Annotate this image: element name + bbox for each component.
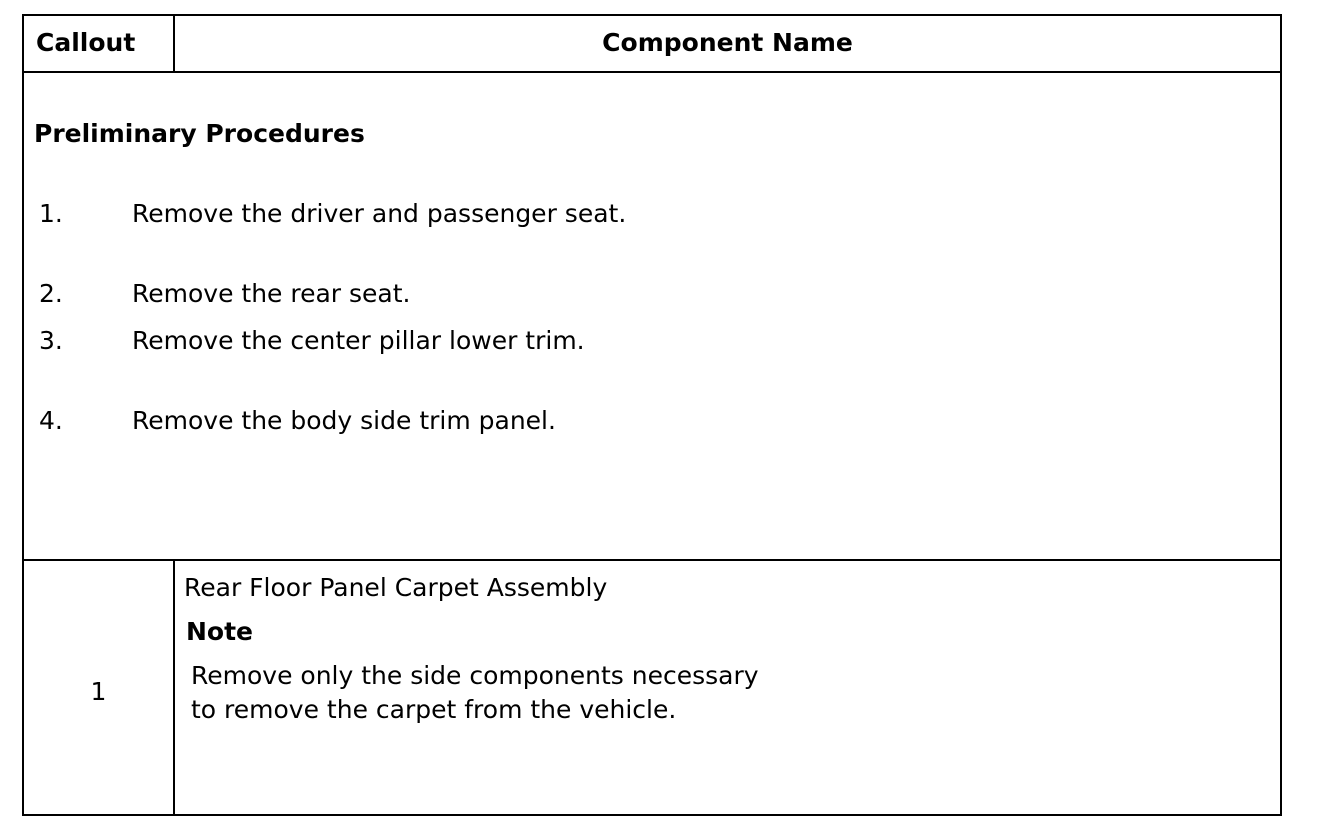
component-row	[24, 561, 1280, 816]
column-divider	[173, 561, 175, 816]
step-text: Remove the rear seat.	[132, 279, 411, 308]
step-number: 2.	[39, 279, 63, 308]
preliminary-procedures-title: Preliminary Procedures	[34, 119, 365, 148]
step-number: 1.	[39, 199, 63, 228]
table-header-row	[24, 16, 1280, 73]
step-text: Remove the driver and passenger seat.	[132, 199, 627, 228]
step-2	[39, 279, 411, 308]
procedure-table	[22, 14, 1282, 816]
component-name: Rear Floor Panel Carpet Assembly	[184, 573, 608, 602]
step-3	[39, 326, 585, 355]
step-number: 4.	[39, 406, 63, 435]
note-text-line-2: to remove the carpet from the vehicle.	[191, 695, 677, 724]
callout-number: 1	[90, 677, 107, 706]
callout-column-header: Callout	[36, 28, 136, 57]
step-number: 3.	[39, 326, 63, 355]
note-text-line-1: Remove only the side components necessary	[191, 661, 759, 690]
component-name-column-header: Component Name	[602, 28, 853, 57]
step-text: Remove the center pillar lower trim.	[132, 326, 585, 355]
step-4	[39, 406, 556, 435]
step-text: Remove the body side trim panel.	[132, 406, 556, 435]
note-label: Note	[186, 617, 254, 646]
step-1	[39, 199, 626, 228]
preliminary-procedures-section	[24, 73, 1280, 561]
